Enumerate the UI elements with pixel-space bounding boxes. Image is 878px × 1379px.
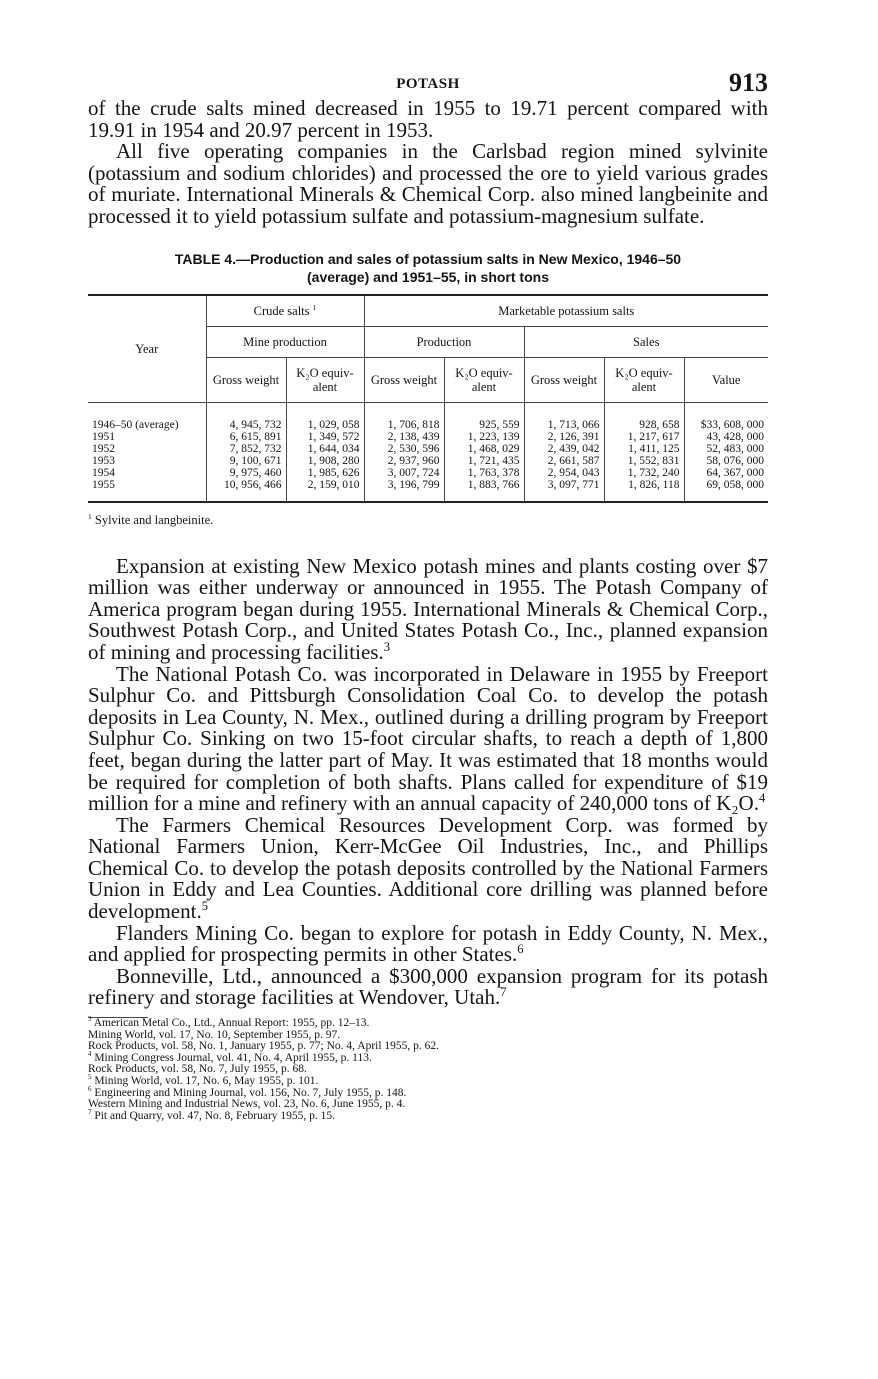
paragraph-bonneville xyxy=(88,963,768,1010)
paragraph-text: Bonneville, Ltd., announced a $300,000 expansion program for its potash refinery and storage facilities at Wendover, Utah. xyxy=(88,963,768,1010)
page-number: 913 xyxy=(729,68,768,97)
paragraph-text: Flanders Mining Co. began to explore for potash in Eddy County, N. Mex., and applied for prospecting permits in other States. xyxy=(88,920,768,967)
cell-sales-gross: 1, 713, 066 xyxy=(524,402,604,431)
cell-mine-k2o: 1, 985, 626 xyxy=(286,467,364,479)
footnote xyxy=(88,1108,768,1123)
footnote-marker: 3 xyxy=(88,1016,92,1024)
cell-mine-gross: 10, 956, 466 xyxy=(206,479,286,502)
table-row xyxy=(88,467,768,479)
header-value: Value xyxy=(684,357,768,402)
cell-sales-gross: 2, 126, 391 xyxy=(524,431,604,443)
footnote-ref: 5 xyxy=(201,899,209,914)
cell-value: $33, 608, 000 xyxy=(684,402,768,431)
footnote-text: Engineering and Mining Journal, vol. 156, No. 7, July 1955, p. 148. xyxy=(94,1086,407,1099)
footnote-text: Western Mining and Industrial News, vol. 23, No. 6, June 1955, p. 4. xyxy=(88,1098,406,1111)
cell-year: 1953 xyxy=(92,454,115,467)
cell-sales-k2o: 1, 217, 617 xyxy=(604,431,684,443)
cell-year: 1946–50 (average) xyxy=(92,418,179,431)
footnote-marker: 5 xyxy=(88,1074,92,1082)
cell-prod-k2o: 1, 883, 766 xyxy=(444,479,524,502)
footnote-marker: 4 xyxy=(88,1050,92,1058)
paragraph-farmers-chemical xyxy=(88,812,768,924)
cell-sales-gross: 2, 661, 587 xyxy=(524,455,604,467)
cell-year: 1951 xyxy=(92,430,115,443)
cell-sales-k2o: 928, 658 xyxy=(604,402,684,431)
cell-mine-k2o: 1, 908, 280 xyxy=(286,455,364,467)
cell-prod-gross: 3, 196, 799 xyxy=(364,479,444,502)
paragraph-carlsbad: All five operating companies in the Carlsbad region mined sylvinite (potassium and sodium chlorides) and processed the ore to yield various grades of muriate. International Minerals & Chemical Corp. also mined langbeinite and processed it to yield potassium sulfate and potassium-magnesium sulfate. xyxy=(88,139,768,228)
cell-prod-gross: 1, 706, 818 xyxy=(364,402,444,431)
footnote-text: Mining Congress Journal, vol. 41, No. 4, April 1955, p. 113. xyxy=(94,1051,372,1064)
footnote-text: Pit and Quarry, vol. 47, No. 8, February 1955, p. 15. xyxy=(94,1109,336,1122)
cell-sales-gross: 2, 439, 042 xyxy=(524,443,604,455)
footnote-ref: 7 xyxy=(500,985,507,1000)
table-row xyxy=(88,455,768,467)
footnote-marker: 6 xyxy=(88,1085,92,1093)
table-caption-line-2: (average) and 1951–55, in short tons xyxy=(307,268,549,285)
page xyxy=(88,66,768,1122)
header-crude-salts-note: 1 xyxy=(312,302,317,312)
cell-value: 64, 367, 000 xyxy=(684,467,768,479)
table-footnote-marker: 1 xyxy=(88,511,92,521)
footnote-ref: 6 xyxy=(517,942,524,957)
paragraph-flanders xyxy=(88,920,768,967)
footnote-marker: 7 xyxy=(88,1108,92,1116)
paragraph-text: Expansion at existing New Mexico potash mines and plants costing over $7 million was either underway or announced in 1955. The Potash Company of America program began during 1955. International Minerals & Chemical Corp., Southwest Potash Corp., and United States Potash Co., Inc., planned expansion of mining and processing facilities. xyxy=(88,553,768,664)
paragraph-continued: of the crude salts mined decreased in 1955 to 19.71 percent compared with 19.91 in 1954 and 20.97 percent in 1953. xyxy=(88,96,768,142)
cell-value: 58, 076, 000 xyxy=(684,455,768,467)
cell-year: 1952 xyxy=(92,442,115,455)
production-sales-table xyxy=(88,294,768,503)
cell-mine-gross: 4, 945, 732 xyxy=(206,402,286,431)
cell-prod-gross: 2, 138, 439 xyxy=(364,431,444,443)
cell-mine-k2o: 1, 029, 058 xyxy=(286,402,364,431)
header-sales-k2o: K₂O equiv-alent xyxy=(604,357,684,402)
header-mine-gross: Gross weight xyxy=(206,357,286,402)
cell-sales-gross: 3, 097, 771 xyxy=(524,479,604,502)
cell-mine-k2o: 2, 159, 010 xyxy=(286,479,364,502)
table-row xyxy=(88,443,768,455)
footnote-text: American Metal Co., Ltd., Annual Report: 1955, pp. 12–13. xyxy=(93,1017,370,1030)
footnote-text: Mining World, vol. 17, No. 10, September 1955, p. 97. xyxy=(88,1028,341,1041)
header-marketable: Marketable potassium salts xyxy=(364,295,768,327)
table-caption xyxy=(88,250,768,286)
table-footnote-text: Sylvite and langbeinite. xyxy=(94,512,214,527)
footnote-text: Rock Products, vol. 58, No. 7, July 1955, p. 68. xyxy=(88,1063,307,1076)
paragraph-text: The Farmers Chemical Resources Development Corp. was formed by National Farmers Union, Kerr-McGee Oil Industries, Inc., and Phillips Chemical Co. to develop the potash deposits controlled by the National Farmers Union in Eddy and Lea Counties. Additional core drilling was planned before development. xyxy=(88,812,768,924)
paragraph-expansion xyxy=(88,553,768,664)
cell-prod-gross: 3, 007, 724 xyxy=(364,467,444,479)
cell-sales-k2o: 1, 552, 831 xyxy=(604,455,684,467)
footnote-text: Mining World, vol. 17, No. 6, May 1955, p. 101. xyxy=(94,1075,319,1087)
cell-year: 1955 xyxy=(92,478,115,491)
cell-sales-k2o: 1, 411, 125 xyxy=(604,443,684,455)
cell-value: 69, 058, 000 xyxy=(684,479,768,502)
header-sales-gross: Gross weight xyxy=(524,357,604,402)
cell-prod-k2o: 1, 721, 435 xyxy=(444,455,524,467)
paragraph-text: The National Potash Co. was incorporated in Delaware in 1955 by Freeport Sulphur Co. and Pittsburgh Consolidation Coal Co. to develop the potash deposits in Lea County, N. Mex., outlined during a drilling program by Freeport Sulphur Co. Sinking on two 15-foot circular shafts, to reach a depth of 1,800 feet, began during the latter part of May. It was estimated that 18 months would be required for completion of both shafts. Plans called for expenditure of $19 million for a mine and refinery with an annual capacity of 240,000 tons of K₂O. xyxy=(88,661,768,816)
cell-prod-gross: 2, 530, 596 xyxy=(364,443,444,455)
header-sales: Sales xyxy=(524,326,768,357)
cell-prod-k2o: 925, 559 xyxy=(444,402,524,431)
footnote-ref: 4 xyxy=(758,791,766,806)
cell-mine-gross: 9, 100, 671 xyxy=(206,455,286,467)
paragraph-national-potash xyxy=(88,661,768,816)
footnote-text: Rock Products, vol. 58, No. 1, January 1955, p. 77; No. 4, April 1955, p. 62. xyxy=(88,1040,440,1053)
table-caption-line-1: TABLE 4.—Production and sales of potassium salts in New Mexico, 1946–50 xyxy=(174,250,682,267)
header-crude-salts-label: Crude salts xyxy=(253,303,310,318)
header-year: Year xyxy=(88,295,206,403)
cell-mine-gross: 7, 852, 732 xyxy=(206,443,286,455)
table-footnote xyxy=(88,513,768,528)
cell-sales-k2o: 1, 826, 118 xyxy=(604,479,684,502)
cell-sales-k2o: 1, 732, 240 xyxy=(604,467,684,479)
cell-mine-gross: 9, 975, 460 xyxy=(206,467,286,479)
header-crude-salts xyxy=(206,295,364,327)
cell-mine-k2o: 1, 349, 572 xyxy=(286,431,364,443)
cell-year: 1954 xyxy=(92,466,115,479)
footnotes xyxy=(88,1018,768,1122)
cell-sales-gross: 2, 954, 043 xyxy=(524,467,604,479)
cell-prod-k2o: 1, 468, 029 xyxy=(444,443,524,455)
cell-prod-gross: 2, 937, 960 xyxy=(364,455,444,467)
header-mine-k2o: K₂O equiv-alent xyxy=(286,357,364,402)
cell-prod-k2o: 1, 763, 378 xyxy=(444,467,524,479)
header-prod-k2o: K₂O equiv-alent xyxy=(444,357,524,402)
running-title: POTASH xyxy=(396,76,460,92)
table-row xyxy=(88,431,768,443)
cell-prod-k2o: 1, 223, 139 xyxy=(444,431,524,443)
table-row xyxy=(88,402,768,431)
table-row xyxy=(88,479,768,502)
cell-mine-k2o: 1, 644, 034 xyxy=(286,443,364,455)
cell-mine-gross: 6, 615, 891 xyxy=(206,431,286,443)
cell-value: 43, 428, 000 xyxy=(684,431,768,443)
cell-value: 52, 483, 000 xyxy=(684,443,768,455)
header-mine-production: Mine production xyxy=(206,326,364,357)
header-production: Production xyxy=(364,326,524,357)
footnote-ref: 3 xyxy=(383,639,390,654)
page-header xyxy=(88,66,768,98)
header-prod-gross: Gross weight xyxy=(364,357,444,402)
